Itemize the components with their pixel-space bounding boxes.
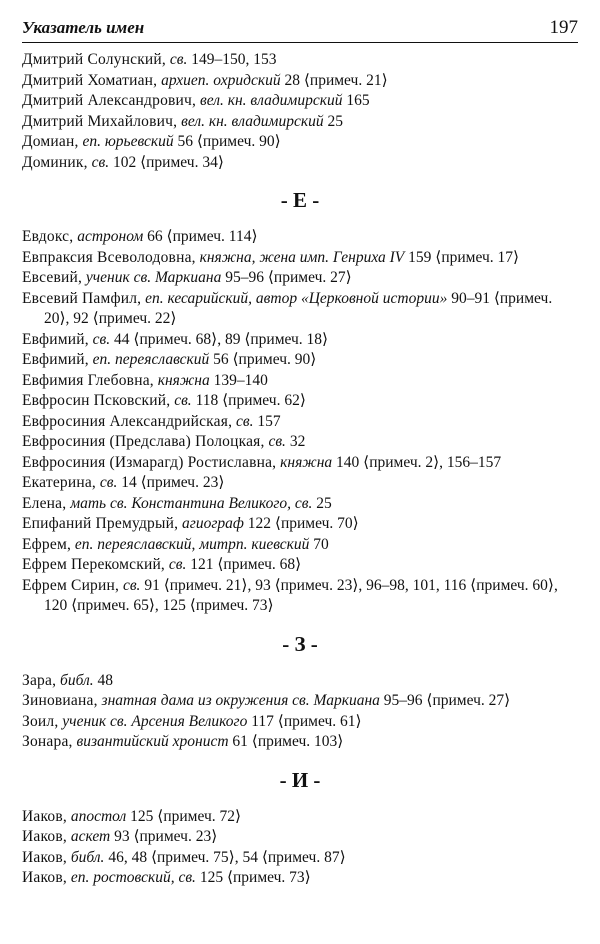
entry-name: Евфросин Псковский, [22, 392, 171, 409]
entry-descriptor: княжна [153, 371, 210, 389]
entry-descriptor: апостол [66, 807, 127, 825]
entry-page-refs: 90–91 ⟨примеч. 20⟩, 92 ⟨примеч. 22⟩ [44, 289, 553, 327]
entry-descriptor: св. [232, 412, 254, 430]
index-entry [22, 112, 578, 133]
entry-descriptor: св. [87, 153, 110, 171]
entry-name: Иаков, [22, 848, 67, 866]
entry-name: Дмитрий Михайлович, [22, 112, 178, 130]
section-heading-e: - Е - [280, 188, 320, 212]
entry-page-refs: 32 [285, 433, 306, 450]
entry-name: Елена, [22, 494, 67, 512]
entry-page-refs: 56 ⟨примеч. 90⟩ [209, 351, 317, 368]
entry-name: Евфросиния (Предслава) Полоцкая, [22, 433, 265, 450]
entry-page-refs: 91 ⟨примеч. 21⟩, 93 ⟨примеч. 23⟩, 96–98, 101, 116 ⟨примеч. 60⟩, 120 ⟨примеч. 65⟩, 125 ⟨примеч. 73⟩ [44, 576, 558, 614]
index-entry [22, 494, 578, 515]
entry-descriptor: еп. ростовский, св. [66, 869, 196, 886]
index-entry [22, 868, 578, 889]
entry-name: Дмитрий Хоматиан, [22, 71, 158, 89]
page-number: 197 [549, 17, 578, 38]
entry-descriptor: св. [166, 51, 188, 68]
index-entry [22, 71, 578, 92]
index-entry [22, 91, 578, 112]
header-title: Указатель имен [22, 18, 145, 37]
entry-page-refs: 61 ⟨примеч. 103⟩ [228, 733, 344, 750]
entry-page-refs: 122 ⟨примеч. 70⟩ [243, 515, 359, 532]
entry-name: Зонара, [22, 733, 73, 750]
index-entry [22, 514, 578, 535]
entry-group-i [22, 807, 578, 889]
entry-page-refs: 25 [312, 494, 332, 512]
index-entries [22, 50, 578, 889]
entry-descriptor: астроном [73, 228, 144, 245]
entry-name: Евдокс, [22, 228, 74, 245]
entry-descriptor: св. [165, 556, 187, 573]
entry-page-refs: 46, 48 ⟨примеч. 75⟩, 54 ⟨примеч. 87⟩ [104, 848, 346, 866]
entry-page-refs: 44 ⟨примеч. 68⟩, 89 ⟨примеч. 18⟩ [110, 330, 329, 348]
entry-page-refs: 165 [342, 92, 370, 109]
entry-descriptor: византийский хронист [72, 733, 229, 750]
entry-group-e [22, 227, 578, 617]
entry-descriptor: св. [170, 392, 192, 409]
entry-page-refs: 149–150, 153 [187, 51, 277, 68]
index-entry [22, 227, 578, 248]
entry-name: Евфимий, [22, 351, 89, 368]
entry-descriptor: св. [96, 474, 118, 491]
section-heading-i: - И - [279, 767, 321, 792]
index-entry [22, 453, 578, 474]
index-entry [22, 555, 578, 576]
index-entry [22, 391, 578, 412]
index-entry [22, 473, 578, 494]
entry-descriptor: знатная дама из окружения св. Маркиана [97, 692, 380, 709]
entry-name: Евпраксия Всеволодовна, [22, 248, 196, 266]
index-entry [22, 576, 578, 617]
entry-name: Иаков, [22, 869, 67, 886]
entry-page-refs: 118 ⟨примеч. 62⟩ [191, 392, 306, 409]
index-entry [22, 432, 578, 453]
entry-page-refs: 14 ⟨примеч. 23⟩ [117, 474, 225, 491]
index-entry [22, 412, 578, 433]
entry-descriptor: мать св. Константина Великого, св. [66, 494, 313, 512]
entry-name: Епифаний Премудрый, [22, 515, 179, 532]
entry-descriptor: ученик св. Арсения Великого [58, 712, 248, 730]
entry-descriptor: архиеп. охридский [157, 71, 281, 89]
entry-descriptor: вел. кн. владимирский [196, 92, 343, 109]
entry-name: Екатерина, [22, 474, 96, 491]
entry-page-refs: 117 ⟨примеч. 61⟩ [247, 712, 362, 730]
entry-page-refs: 125 ⟨примеч. 72⟩ [126, 807, 242, 825]
entry-descriptor: св. [264, 433, 286, 450]
entry-page-refs: 125 ⟨примеч. 73⟩ [195, 869, 311, 886]
entry-descriptor: еп. переяславский, митрп. киевский [71, 535, 310, 553]
entry-descriptor: аскет [66, 828, 111, 845]
entry-descriptor: ученик св. Маркиана [82, 269, 222, 286]
entry-name: Дмитрий Александрович, [22, 92, 197, 109]
index-entry [22, 132, 578, 153]
index-entry [22, 153, 578, 174]
entry-name: Евсевий Памфил, [22, 289, 142, 307]
entry-name: Домиан, [22, 133, 79, 150]
entry-name: Ефрем Сирин, [22, 576, 120, 594]
entry-descriptor: библ. [66, 848, 105, 866]
index-entry [22, 732, 578, 753]
index-entry [22, 330, 578, 351]
entry-group-d [22, 50, 578, 173]
running-header [22, 14, 578, 43]
index-entry [22, 248, 578, 269]
entry-name: Иаков, [22, 807, 67, 825]
entry-name: Евфимия Глебовна, [22, 371, 154, 389]
entry-group-z [22, 671, 578, 753]
index-entry [22, 371, 578, 392]
entry-page-refs: 140 ⟨примеч. 2⟩, 156–157 [332, 453, 502, 471]
index-entry [22, 807, 578, 828]
entry-page-refs: 139–140 [209, 371, 268, 389]
entry-name: Евсевий, [22, 269, 83, 286]
entry-name: Ефрем Перекомский, [22, 556, 166, 573]
entry-descriptor: еп. переяславский [88, 351, 210, 368]
section-heading-z: - З - [282, 631, 318, 656]
index-entry [22, 827, 578, 848]
index-entry [22, 268, 578, 289]
entry-page-refs: 66 ⟨примеч. 114⟩ [143, 228, 258, 245]
index-entry [22, 712, 578, 733]
entry-page-refs: 70 [309, 535, 329, 553]
entry-descriptor: еп. кесарийский, автор «Церковной истории» [141, 289, 448, 307]
entry-descriptor: библ. [56, 671, 94, 689]
entry-page-refs: 121 ⟨примеч. 68⟩ [186, 556, 302, 573]
entry-page-refs: 159 ⟨примеч. 17⟩ [404, 248, 520, 266]
entry-page-refs: 48 [93, 671, 113, 689]
entry-page-refs: 95–96 ⟨примеч. 27⟩ [379, 692, 511, 709]
entry-descriptor: св. [119, 576, 141, 594]
entry-descriptor: св. [88, 330, 111, 348]
index-entry [22, 691, 578, 712]
index-entry [22, 848, 578, 869]
index-entry [22, 289, 578, 330]
entry-descriptor: еп. юрьевский [78, 133, 174, 150]
entry-name: Дмитрий Солунский, [22, 51, 166, 68]
entry-page-refs: 93 ⟨примеч. 23⟩ [110, 828, 218, 845]
entry-page-refs: 56 ⟨примеч. 90⟩ [173, 133, 281, 150]
entry-name: Зиновиана, [22, 692, 98, 709]
entry-descriptor: княжна, жена имп. Генриха IV [195, 248, 405, 266]
entry-descriptor: агиограф [178, 515, 244, 532]
entry-name: Доминик, [22, 153, 88, 171]
entry-name: Зоил, [22, 712, 59, 730]
entry-name: Евфросиния Александрийская, [22, 412, 233, 430]
entry-page-refs: 25 [323, 112, 343, 130]
entry-page-refs: 102 ⟨примеч. 34⟩ [109, 153, 224, 171]
entry-page-refs: 157 [253, 412, 281, 430]
entry-page-refs: 95–96 ⟨примеч. 27⟩ [221, 269, 352, 286]
index-entry [22, 535, 578, 556]
index-entry [22, 350, 578, 371]
entry-page-refs: 28 ⟨примеч. 21⟩ [280, 71, 388, 89]
entry-name: Евфросиния (Измарагд) Ростиславна, [22, 453, 277, 471]
entry-name: Ефрем, [22, 535, 72, 553]
entry-name: Евфимий, [22, 330, 89, 348]
entry-name: Зара, [22, 671, 57, 689]
index-entry [22, 50, 578, 71]
entry-name: Иаков, [22, 828, 67, 845]
entry-descriptor: княжна [276, 453, 333, 471]
entry-descriptor: вел. кн. владимирский [177, 112, 324, 130]
index-entry [22, 671, 578, 692]
